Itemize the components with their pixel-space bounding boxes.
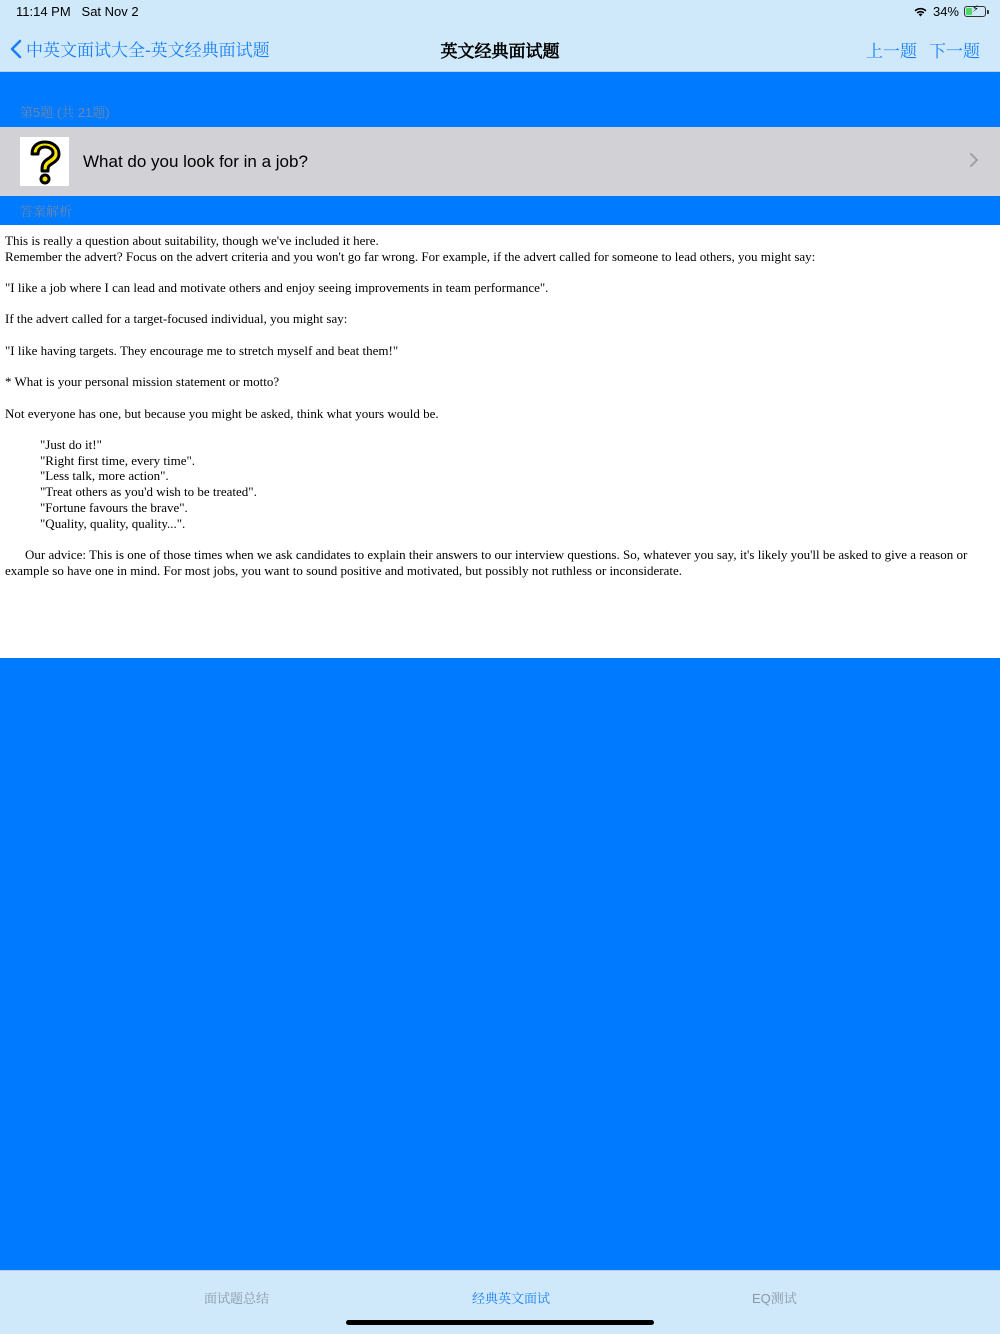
home-indicator[interactable] bbox=[346, 1320, 654, 1325]
motto-item: "Less talk, more action". bbox=[40, 468, 169, 484]
answer-paragraph: "I like having targets. They encourage me to stretch myself and beat them!" bbox=[5, 342, 399, 358]
wifi-icon bbox=[913, 6, 928, 17]
status-right bbox=[913, 4, 986, 19]
motto-item: "Quality, quality, quality...". bbox=[40, 515, 186, 531]
question-text: What do you look for in a job? bbox=[83, 151, 308, 171]
motto-item: "Just do it!" bbox=[40, 437, 102, 453]
status-time bbox=[16, 4, 139, 19]
status-bar bbox=[0, 0, 1000, 24]
motto-item: "Right first time, every time". bbox=[40, 452, 196, 468]
date-text: Sat Nov 2 bbox=[81, 4, 139, 19]
motto-item: "Treat others as you'd wish to be treated". bbox=[40, 484, 257, 500]
question-mark-icon bbox=[20, 137, 69, 186]
motto-list bbox=[5, 437, 995, 531]
next-question-button[interactable]: 下一题 bbox=[929, 42, 980, 61]
answer-paragraph: "I like a job where I can lead and motivate others and enjoy seeing improvements in team performance". bbox=[5, 280, 549, 296]
question-counter: 第5题 (共 21题) bbox=[20, 105, 110, 120]
navigation-bar bbox=[0, 24, 1000, 72]
answer-paragraph: This is really a question about suitability, though we've included it here. bbox=[5, 233, 379, 248]
question-row[interactable] bbox=[0, 127, 1000, 196]
battery-percent: 34% bbox=[932, 4, 959, 19]
nav-actions bbox=[866, 37, 980, 62]
tab-eq-test[interactable]: EQ测试 bbox=[752, 1291, 797, 1306]
prev-question-button[interactable]: 上一题 bbox=[866, 42, 917, 61]
tab-interview-summary[interactable]: 面试题总结 bbox=[204, 1291, 270, 1306]
answer-paragraph: * What is your personal mission statement or motto? bbox=[5, 374, 280, 390]
page-title: 英文经典面试题 bbox=[440, 42, 560, 61]
answer-content bbox=[0, 225, 1000, 658]
answer-header-label: 答案解析 bbox=[20, 204, 73, 219]
answer-paragraph: Remember the advert? Focus on the advert criteria and you won't go far wrong. For example, if the advert called for someone to lead others, you might say: bbox=[5, 248, 816, 264]
time-text: 11:14 PM bbox=[16, 4, 71, 19]
tab-classic-english[interactable]: 经典英文面试 bbox=[472, 1291, 551, 1306]
answer-section-header bbox=[0, 196, 1000, 226]
battery-icon bbox=[964, 6, 986, 17]
motto-item: "Fortune favours the brave". bbox=[40, 499, 188, 515]
charging-bolt-icon: ⚡ bbox=[972, 4, 980, 15]
answer-paragraph: Not everyone has one, but because you might be asked, think what yours would be. bbox=[5, 405, 439, 421]
chevron-right-icon bbox=[970, 153, 978, 167]
back-label: 中英文面试大全-英文经典面试题 bbox=[26, 41, 270, 60]
answer-paragraph: If the advert called for a target-focused individual, you might say: bbox=[5, 311, 348, 327]
advice-paragraph: Our advice: This is one of those times when we ask candidates to explain their answers to our interview questions. So, whatever you say, it's likely you'll be asked to give a reason or example so have one in mind. For most jobs, you want to sound positive and motivated, but possibly not ruthless or inconsiderate. bbox=[5, 546, 968, 578]
question-section-header bbox=[0, 97, 1000, 127]
